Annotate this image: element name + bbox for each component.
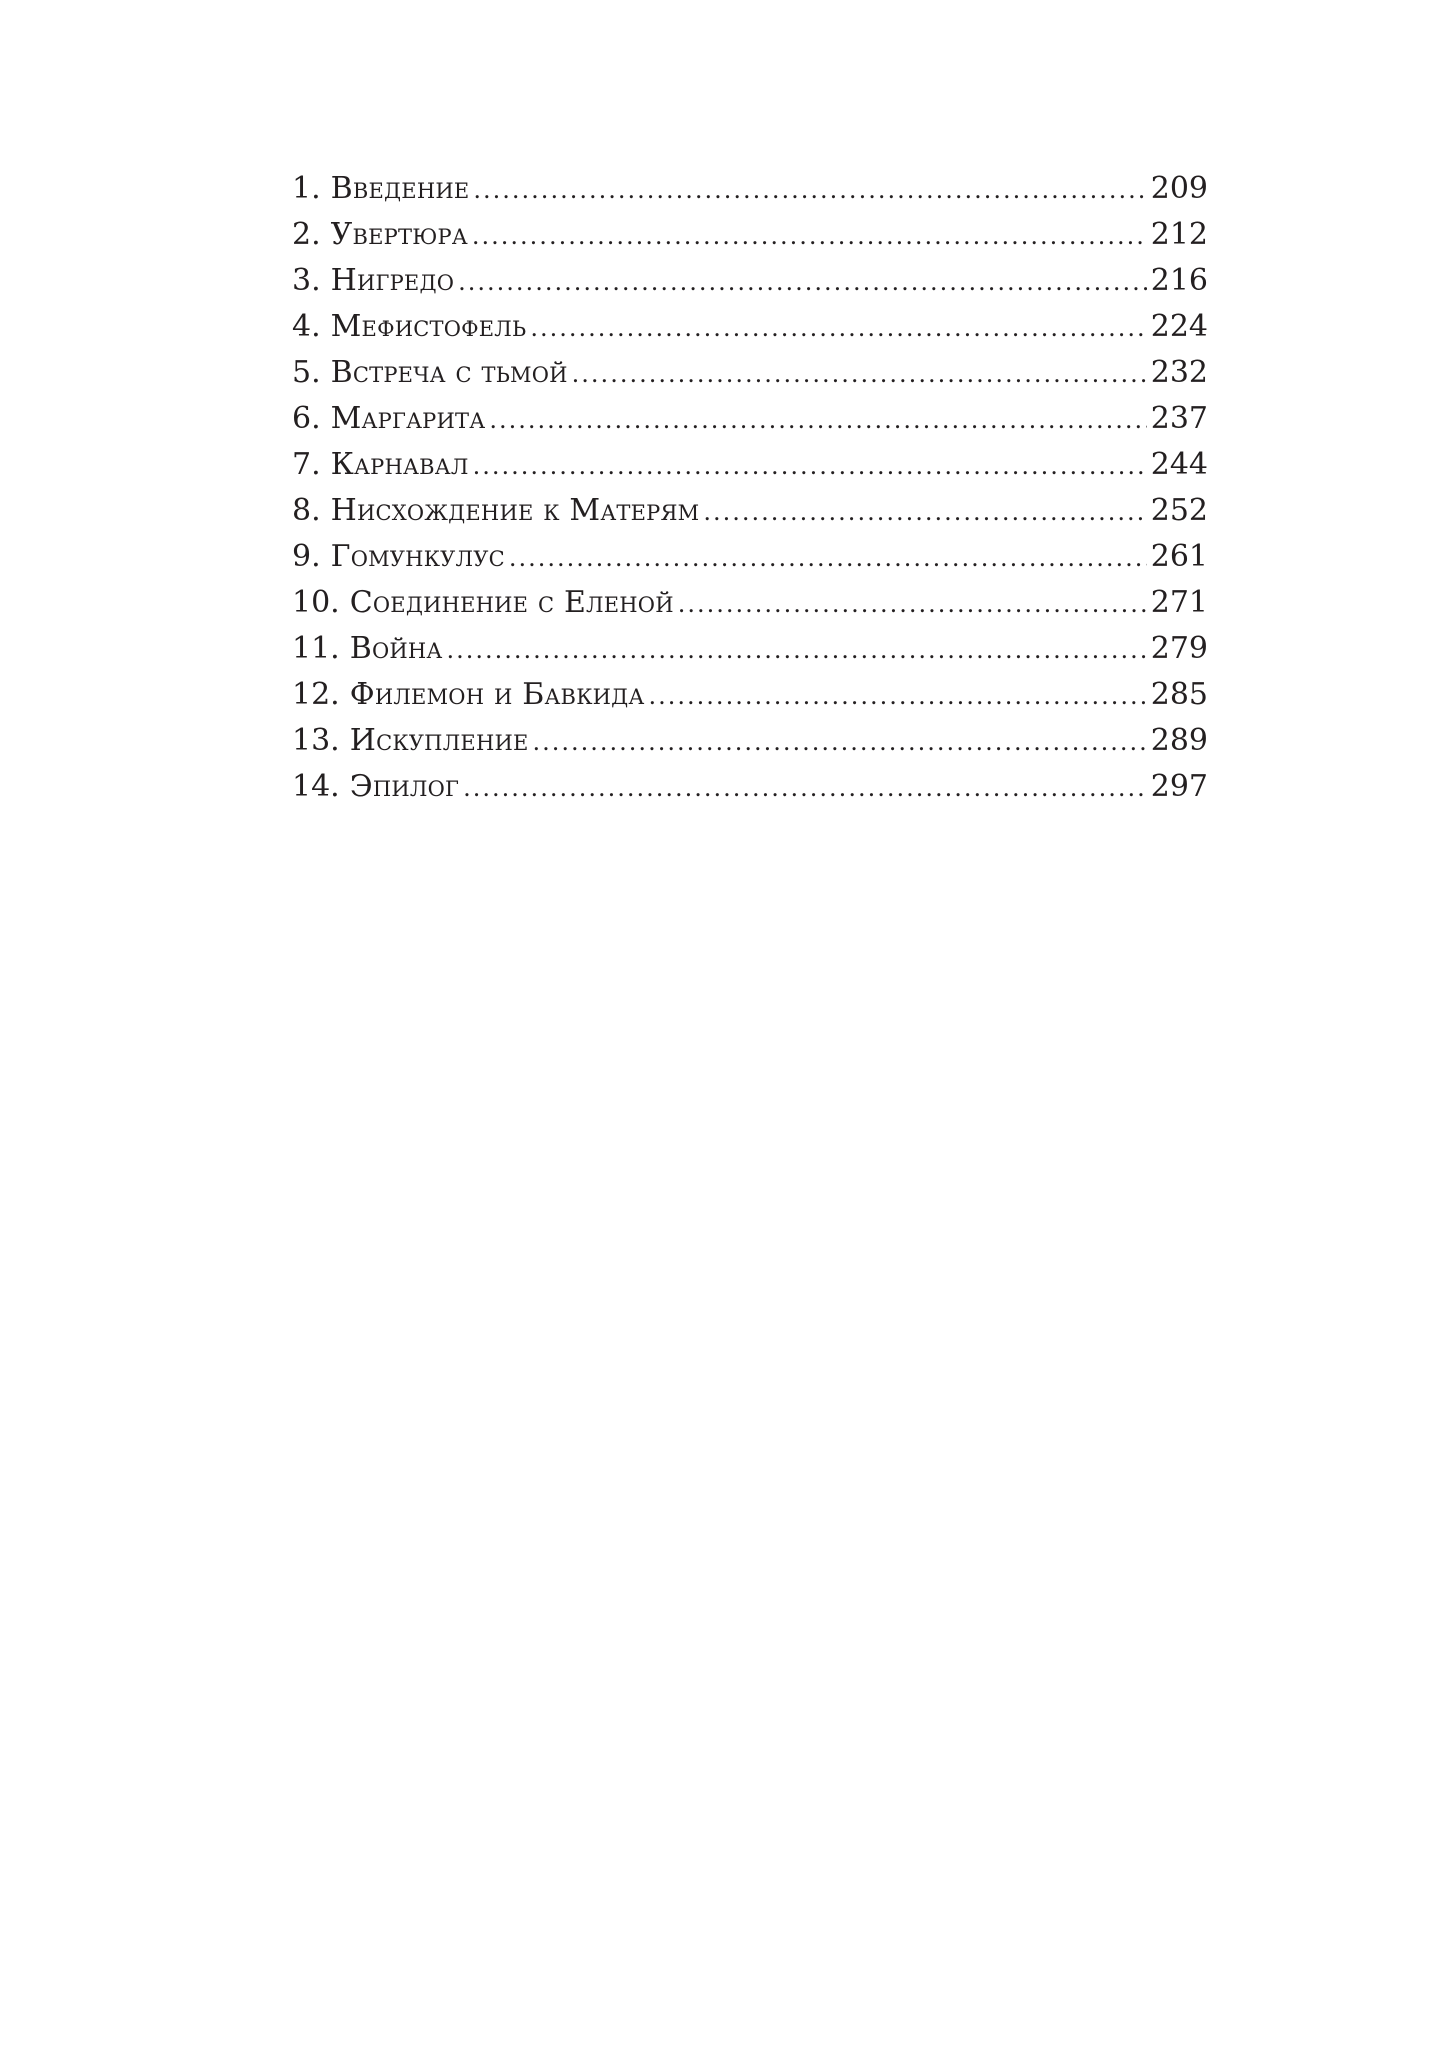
toc-entry-title: Искупление bbox=[349, 723, 529, 758]
toc-entry-title: Нисхождение к Матерям bbox=[330, 493, 700, 528]
toc-entry-page: 224 bbox=[1150, 309, 1208, 344]
toc-entry-title: Мефистофель bbox=[330, 309, 527, 344]
toc-entry-title: Война bbox=[349, 631, 443, 666]
toc-entry[interactable] bbox=[292, 764, 1208, 810]
toc-entry[interactable] bbox=[292, 672, 1208, 718]
dot-leader bbox=[572, 351, 1147, 397]
toc-entry-page: 209 bbox=[1150, 171, 1208, 206]
dot-leader bbox=[649, 673, 1147, 719]
toc-entry-title: Филемон и Бавкида bbox=[349, 677, 645, 712]
toc-entry-number: 7. bbox=[292, 447, 321, 482]
toc-entry-page: 261 bbox=[1150, 539, 1208, 574]
toc-entry[interactable] bbox=[292, 534, 1208, 580]
toc-entry-page: 297 bbox=[1150, 769, 1208, 804]
toc-entry-page: 212 bbox=[1150, 217, 1208, 252]
dot-leader bbox=[703, 489, 1146, 535]
toc-entry[interactable] bbox=[292, 258, 1208, 304]
toc-entry-number: 6. bbox=[292, 401, 321, 436]
dot-leader bbox=[458, 259, 1147, 305]
table-of-contents bbox=[292, 166, 1208, 810]
toc-entry-title: Эпилог bbox=[349, 769, 460, 804]
toc-entry-page: 289 bbox=[1150, 723, 1208, 758]
toc-entry-number: 3. bbox=[292, 263, 321, 298]
dot-leader bbox=[489, 397, 1146, 443]
toc-entry[interactable] bbox=[292, 212, 1208, 258]
toc-entry-page: 279 bbox=[1150, 631, 1208, 666]
toc-entry-page: 244 bbox=[1150, 447, 1208, 482]
toc-entry-title: Карнавал bbox=[330, 447, 469, 482]
toc-entry[interactable] bbox=[292, 718, 1208, 764]
toc-entry-title: Гомункулус bbox=[330, 539, 505, 574]
toc-entry[interactable] bbox=[292, 626, 1208, 672]
toc-entry[interactable] bbox=[292, 488, 1208, 534]
dot-leader bbox=[473, 167, 1146, 213]
toc-entry-number: 5. bbox=[292, 355, 321, 390]
toc-entry[interactable] bbox=[292, 350, 1208, 396]
toc-entry-title: Нигредо bbox=[330, 263, 455, 298]
dot-leader bbox=[533, 719, 1147, 765]
dot-leader bbox=[463, 765, 1147, 811]
toc-entry-number: 13. bbox=[292, 723, 340, 758]
toc-entry-page: 252 bbox=[1150, 493, 1208, 528]
toc-entry-page: 232 bbox=[1150, 355, 1208, 390]
dot-leader bbox=[509, 535, 1147, 581]
toc-entry-page: 237 bbox=[1150, 401, 1208, 436]
toc-entry-number: 10. bbox=[292, 585, 340, 620]
dot-leader bbox=[447, 627, 1147, 673]
toc-entry-number: 11. bbox=[292, 631, 340, 666]
toc-entry-title: Маргарита bbox=[330, 401, 486, 436]
toc-entry-number: 8. bbox=[292, 493, 321, 528]
toc-entry-page: 271 bbox=[1150, 585, 1208, 620]
dot-leader bbox=[530, 305, 1146, 351]
toc-entry[interactable] bbox=[292, 442, 1208, 488]
toc-entry-title: Увертюра bbox=[330, 217, 468, 252]
dot-leader bbox=[472, 213, 1147, 259]
toc-entry-number: 4. bbox=[292, 309, 321, 344]
toc-entry[interactable] bbox=[292, 304, 1208, 350]
toc-entry-title: Встреча с тьмой bbox=[330, 355, 568, 390]
toc-entry-number: 12. bbox=[292, 677, 340, 712]
toc-entry-page: 285 bbox=[1150, 677, 1208, 712]
toc-entry-page: 216 bbox=[1150, 263, 1208, 298]
toc-entry-number: 1. bbox=[292, 171, 321, 206]
toc-entry-title: Соединение с Еленой bbox=[349, 585, 674, 620]
dot-leader bbox=[473, 443, 1147, 489]
toc-entry[interactable] bbox=[292, 396, 1208, 442]
toc-entry[interactable] bbox=[292, 580, 1208, 626]
toc-entry-number: 14. bbox=[292, 769, 340, 804]
toc-entry[interactable] bbox=[292, 166, 1208, 212]
dot-leader bbox=[678, 581, 1147, 627]
toc-entry-title: Введение bbox=[330, 171, 470, 206]
toc-entry-number: 9. bbox=[292, 539, 321, 574]
toc-entry-number: 2. bbox=[292, 217, 321, 252]
